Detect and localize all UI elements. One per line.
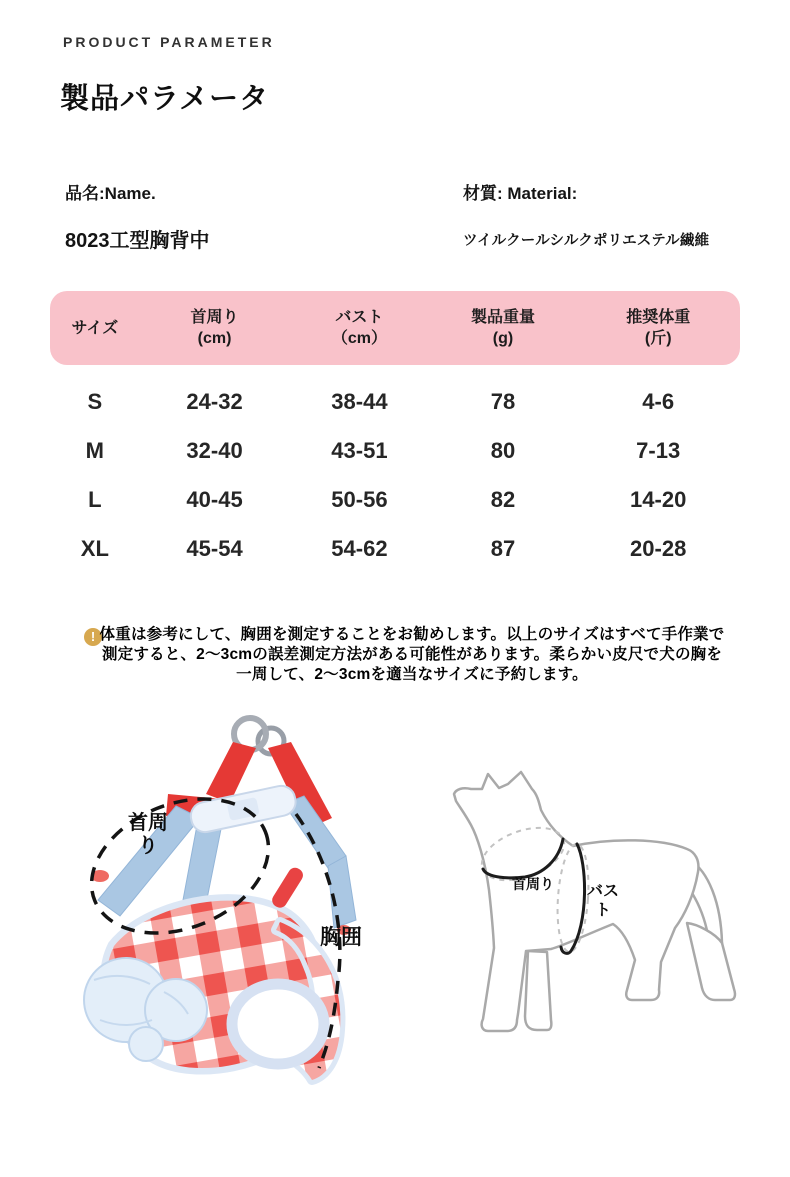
cell-bust: 43-51 (331, 437, 388, 463)
cell-weight: 82 (490, 486, 516, 512)
cell-size: S (87, 388, 103, 414)
cell-neck: 45-54 (186, 535, 243, 561)
red-slider (270, 865, 306, 910)
column-header-neck (140, 307, 290, 349)
material-value: ツイルクールシルクポリエステル繊維 (463, 233, 710, 249)
column-unit: (cm) (197, 330, 232, 347)
dog-neck-label: 首周り (512, 876, 554, 892)
harness-neck-label: 首周り (128, 812, 168, 857)
cell-bust: 50-56 (331, 486, 388, 512)
cell-recommended: 14-20 (630, 486, 687, 512)
column-title: 製品重量 (470, 309, 535, 326)
cell-recommended: 4-6 (642, 388, 675, 414)
cell-size: L (88, 486, 102, 512)
cell-neck: 32-40 (186, 437, 243, 463)
exclamation-icon: ! (84, 628, 102, 646)
eyebrow-label: PRODUCT PARAMETER (63, 34, 275, 50)
size-table (50, 291, 740, 573)
note-text: 体重は参考にして、胸囲を測定することをお勧めします。以上のサイズはすべて手作業で測定すると、2～3cmの誤差測定方法がある可能性があります。柔らかい皮尺で犬の胸を一周して、2～3cmを適当なサイズに予約します。 (99, 626, 725, 683)
harness-photo (28, 708, 392, 1112)
table-row-xl (50, 524, 740, 573)
cell-size: XL (80, 535, 109, 561)
cell-recommended: 7-13 (636, 437, 681, 463)
column-title: 推奨体重 (626, 309, 691, 326)
table-row-m (50, 426, 740, 475)
column-title: バスト (335, 309, 384, 326)
column-title: サイズ (71, 319, 119, 337)
cell-weight: 80 (490, 437, 516, 463)
material-label: 材質: Material: (463, 184, 578, 203)
table-row-l (50, 475, 740, 524)
column-title: 首周り (190, 309, 239, 326)
column-unit: (g) (492, 330, 514, 347)
product-name-label: 品名:Name. (65, 184, 156, 203)
buckle (188, 783, 298, 834)
cell-size: M (85, 437, 104, 463)
harness-chest-label: 胸囲 (320, 926, 362, 949)
column-header-recommended-weight (576, 307, 740, 349)
cell-bust: 54-62 (331, 535, 388, 561)
column-header-weight (429, 307, 576, 349)
leg-opening (232, 984, 324, 1064)
size-table-header (50, 291, 740, 365)
cell-neck: 24-32 (186, 388, 243, 414)
cell-weight: 78 (490, 388, 516, 414)
column-unit: (斤) (644, 330, 672, 347)
cell-weight: 87 (490, 535, 516, 561)
dog-bust-label: バスト (586, 883, 619, 919)
cell-recommended: 20-28 (630, 535, 687, 561)
page-title: 製品パラメータ (60, 83, 270, 115)
cell-bust: 38-44 (331, 388, 388, 414)
column-header-size (50, 318, 140, 339)
size-table-body (50, 377, 740, 573)
column-header-bust (289, 307, 429, 349)
column-unit: （cm） (331, 330, 387, 347)
product-name-value: 8023工型胸背中 (65, 230, 210, 252)
table-row-s (50, 377, 740, 426)
cell-neck: 40-45 (186, 486, 243, 512)
